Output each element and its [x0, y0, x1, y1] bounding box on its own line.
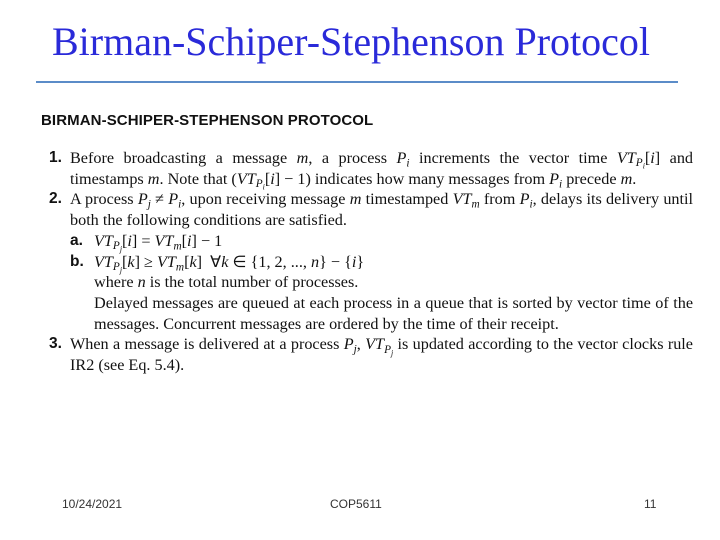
step-2-text: A process $P_j \ne P_i$, upon receiving message m timestamped $VT_m$ from $P_i$, delays its delivery until both the following conditions are satisfied.	[70, 190, 694, 230]
condition-note-text: where n is the total number of processes.	[94, 273, 359, 292]
condition-b-text: $VT_{P_j}[k] \ge VT_m[k]$ ∀k ∈ {1, 2, ..., n} − {i}	[94, 252, 365, 275]
step-1	[38, 148, 694, 192]
footer-course: COP5611	[330, 497, 382, 511]
title-divider	[36, 81, 678, 83]
footer-date: 10/24/2021	[62, 497, 123, 511]
step-number: 2.	[49, 190, 62, 208]
protocol-figure	[38, 112, 693, 442]
step-2	[38, 189, 693, 230]
step-3	[38, 334, 693, 375]
step-3-text: When a message is delivered at a process $P_j$, $VT_{P_j}$ is updated according to the vector clocks rule IR2 (see Eq. 5.4).	[70, 335, 693, 375]
delayed-messages-note	[38, 293, 693, 334]
footer-page-number: 11	[644, 497, 657, 511]
condition-label: a.	[70, 231, 83, 249]
figure-heading: BIRMAN-SCHIPER-STEPHENSON PROTOCOL	[41, 112, 374, 129]
delayed-messages-text: Delayed messages are queued at each process in a queue that is sorted by vector time of the messages. Concurrent messages are ordered by the time of their receipt.	[94, 293, 693, 333]
condition-a	[38, 231, 693, 252]
condition-note	[38, 272, 693, 293]
condition-a-text: $VT_{P_j}[i] = VT_m[i] - 1$	[94, 231, 223, 254]
slide-title: Birman-Schiper-Stephenson Protocol	[52, 19, 650, 64]
step-1-text: Before broadcasting a message m, a process $P_i$ increments the vector time $VT_{P_i}[i]$ and timestamps m. Note that $(VT_{P_i}[i] - 1)$ indicates how many messages from $P_i$ precede m.	[70, 149, 694, 192]
step-number: 1.	[49, 149, 62, 166]
condition-b	[38, 252, 693, 273]
condition-label: b.	[70, 252, 84, 270]
step-number: 3.	[49, 335, 62, 353]
